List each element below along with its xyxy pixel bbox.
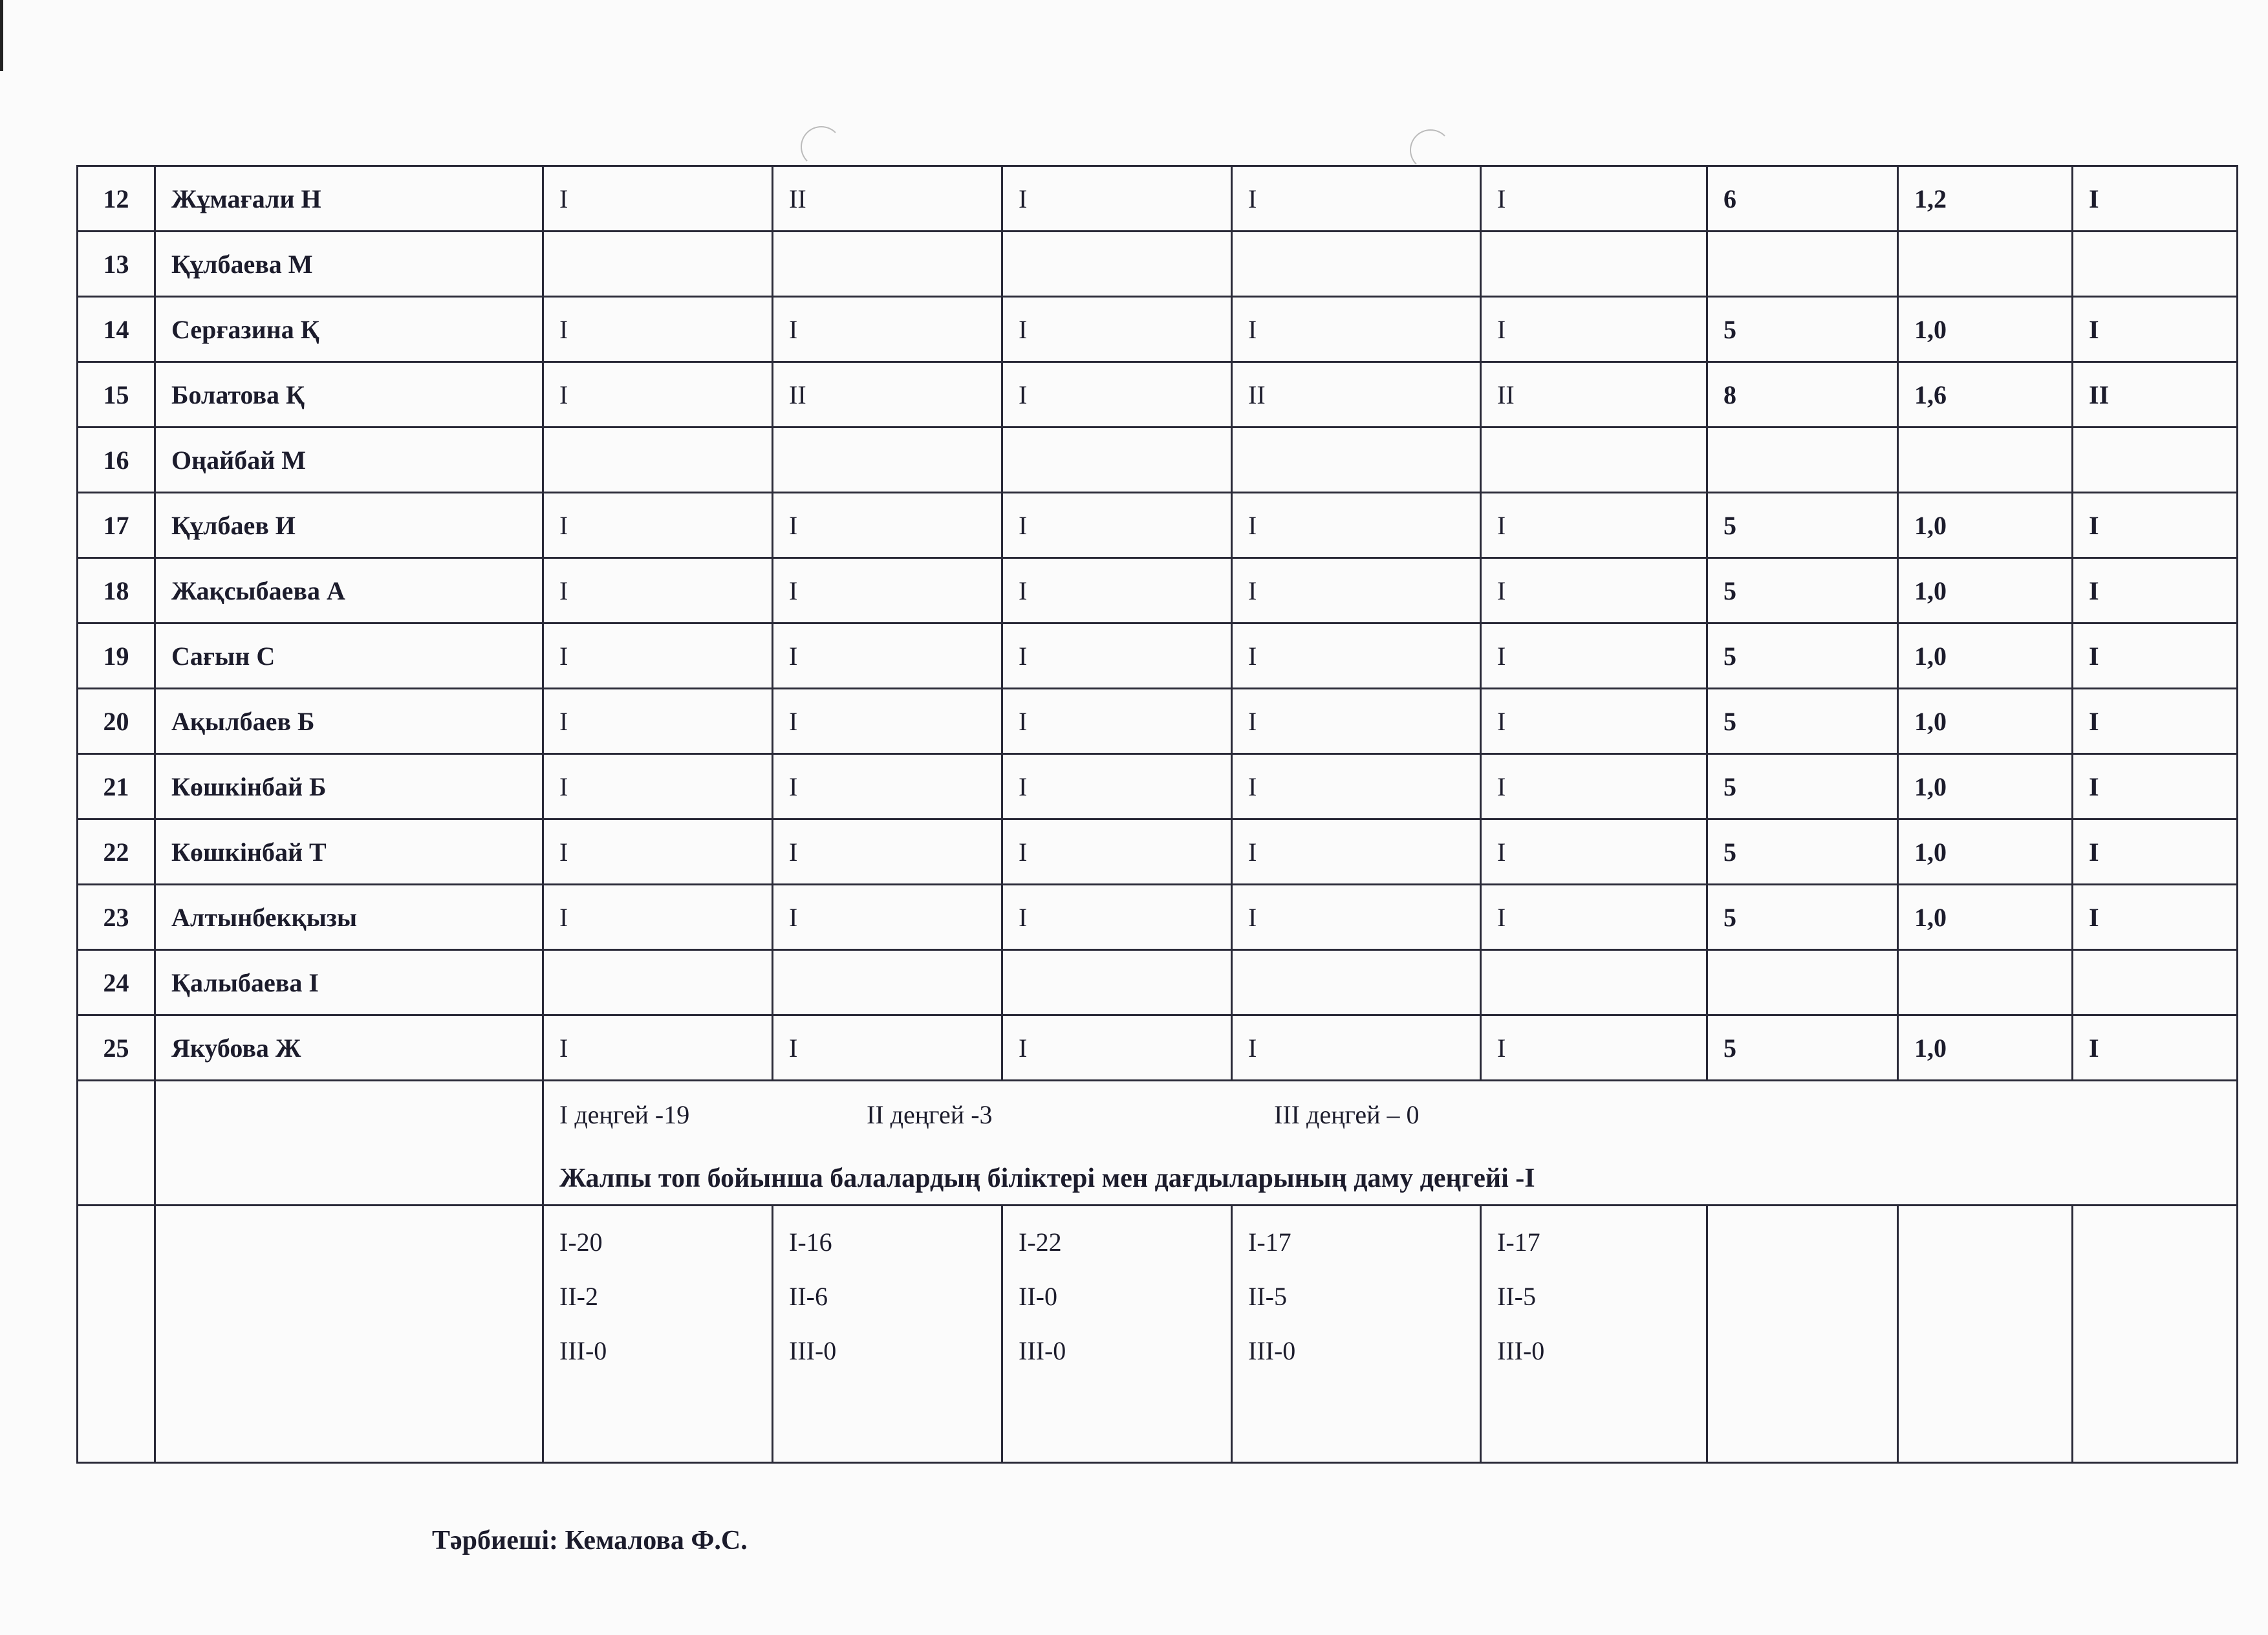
table-row xyxy=(78,950,2238,1015)
row-number: 20 xyxy=(78,689,155,754)
table-row xyxy=(78,1015,2238,1081)
breakdown-cell: I-22 II-0 III-0 xyxy=(1002,1206,1232,1463)
table-row xyxy=(78,493,2238,558)
grade-cell: I xyxy=(1232,819,1481,885)
level-cell: I xyxy=(2073,819,2238,885)
row-number: 16 xyxy=(78,428,155,493)
row-number: 25 xyxy=(78,1015,155,1081)
grade-cell: I xyxy=(1481,1015,1707,1081)
table-row xyxy=(78,232,2238,297)
average-score xyxy=(1898,232,2073,297)
total-score: 5 xyxy=(1707,689,1898,754)
row-number: 17 xyxy=(78,493,155,558)
breakdown-cell: I-17 II-5 III-0 xyxy=(1232,1206,1481,1463)
total-score: 5 xyxy=(1707,754,1898,819)
overall-level-text: Жалпы топ бойынша балалардың біліктері мен дағдыларының даму деңгейі -I xyxy=(559,1164,1535,1193)
grade-cell: I xyxy=(543,166,773,232)
grade-cell: I xyxy=(543,493,773,558)
row-number: 22 xyxy=(78,819,155,885)
total-score xyxy=(1707,428,1898,493)
level-cell: I xyxy=(2073,885,2238,950)
breakdown-row xyxy=(78,1206,2238,1463)
total-score: 8 xyxy=(1707,362,1898,428)
level-cell: I xyxy=(2073,166,2238,232)
total-score: 5 xyxy=(1707,493,1898,558)
grade-cell: I xyxy=(543,689,773,754)
grade-cell: I xyxy=(1232,885,1481,950)
level-3-count: III деңгей – 0 xyxy=(1274,1100,1420,1129)
grade-cell: I xyxy=(1232,166,1481,232)
student-name: Көшкінбай Б xyxy=(155,754,543,819)
student-name: Жақсыбаева А xyxy=(155,558,543,623)
grade-cell: I xyxy=(773,754,1002,819)
row-number: 18 xyxy=(78,558,155,623)
average-score: 1,2 xyxy=(1898,166,2073,232)
table-row xyxy=(78,689,2238,754)
level-2-count: II деңгей -3 xyxy=(867,1100,993,1129)
grade-cell: II xyxy=(773,362,1002,428)
average-score: 1,0 xyxy=(1898,297,2073,362)
grade-cell: I xyxy=(1232,623,1481,689)
student-name: Құлбаев И xyxy=(155,493,543,558)
table-row xyxy=(78,819,2238,885)
grade-cell xyxy=(1232,950,1481,1015)
level-cell: II xyxy=(2073,362,2238,428)
punch-hole-mark xyxy=(801,126,842,168)
grade-cell: I xyxy=(773,297,1002,362)
grade-cell xyxy=(1481,232,1707,297)
row-number: 23 xyxy=(78,885,155,950)
grade-cell xyxy=(1002,232,1232,297)
grade-cell: II xyxy=(773,166,1002,232)
grade-cell: I xyxy=(543,362,773,428)
grade-cell: I xyxy=(773,1015,1002,1081)
grade-cell: I xyxy=(1481,297,1707,362)
grade-cell xyxy=(773,950,1002,1015)
grade-cell: I xyxy=(1002,297,1232,362)
student-name: Ақылбаев Б xyxy=(155,689,543,754)
total-score: 5 xyxy=(1707,819,1898,885)
grade-cell: I xyxy=(773,558,1002,623)
grade-cell: I xyxy=(1232,493,1481,558)
grade-cell: I xyxy=(773,885,1002,950)
scan-edge-mark xyxy=(0,0,3,71)
level-cell: I xyxy=(2073,754,2238,819)
summary-row xyxy=(78,1081,2238,1206)
grade-cell: I xyxy=(773,623,1002,689)
grade-cell: I xyxy=(1002,558,1232,623)
grade-cell: I xyxy=(773,819,1002,885)
level-cell: I xyxy=(2073,623,2238,689)
student-name: Көшкінбай Т xyxy=(155,819,543,885)
grade-cell xyxy=(773,428,1002,493)
grade-cell: I xyxy=(543,297,773,362)
grade-cell: I xyxy=(543,819,773,885)
grade-cell: I xyxy=(1481,493,1707,558)
grade-cell: I xyxy=(1481,885,1707,950)
level-cell xyxy=(2073,232,2238,297)
grade-cell: II xyxy=(1232,362,1481,428)
row-number: 15 xyxy=(78,362,155,428)
grade-cell xyxy=(1002,950,1232,1015)
grade-cell: I xyxy=(1481,623,1707,689)
average-score: 1,0 xyxy=(1898,754,2073,819)
total-score: 5 xyxy=(1707,1015,1898,1081)
grade-cell xyxy=(773,232,1002,297)
student-name: Болатова Қ xyxy=(155,362,543,428)
student-name: Сағын С xyxy=(155,623,543,689)
table-row xyxy=(78,754,2238,819)
grade-cell: I xyxy=(1002,819,1232,885)
grade-cell: I xyxy=(1002,689,1232,754)
breakdown-cell: I-20 II-2 III-0 xyxy=(543,1206,773,1463)
row-number: 24 xyxy=(78,950,155,1015)
grade-cell: I xyxy=(1232,297,1481,362)
table-row xyxy=(78,166,2238,232)
row-number: 21 xyxy=(78,754,155,819)
grade-cell: I xyxy=(1002,166,1232,232)
average-score xyxy=(1898,950,2073,1015)
grade-cell xyxy=(543,232,773,297)
level-cell xyxy=(2073,950,2238,1015)
document-sheet xyxy=(76,165,2236,1562)
grade-cell xyxy=(1232,428,1481,493)
grade-cell: I xyxy=(1481,558,1707,623)
grade-cell: I xyxy=(1002,754,1232,819)
average-score xyxy=(1898,428,2073,493)
average-score: 1,0 xyxy=(1898,558,2073,623)
grade-cell: I xyxy=(773,689,1002,754)
level-cell xyxy=(2073,428,2238,493)
student-name: Якубова Ж xyxy=(155,1015,543,1081)
grade-cell: II xyxy=(1481,362,1707,428)
grade-cell: I xyxy=(1002,493,1232,558)
row-number: 14 xyxy=(78,297,155,362)
total-score: 5 xyxy=(1707,623,1898,689)
grade-cell: I xyxy=(1232,689,1481,754)
summary-cell xyxy=(543,1081,2238,1206)
assessment-table xyxy=(76,165,2238,1464)
row-number: 13 xyxy=(78,232,155,297)
grade-cell: I xyxy=(1232,754,1481,819)
table-row xyxy=(78,362,2238,428)
grade-cell: I xyxy=(543,623,773,689)
grade-cell: I xyxy=(543,754,773,819)
grade-cell xyxy=(1232,232,1481,297)
grade-cell: I xyxy=(1481,819,1707,885)
table-row xyxy=(78,558,2238,623)
grade-cell: I xyxy=(543,1015,773,1081)
level-cell: I xyxy=(2073,297,2238,362)
average-score: 1,0 xyxy=(1898,1015,2073,1081)
average-score: 1,0 xyxy=(1898,819,2073,885)
level-cell: I xyxy=(2073,689,2238,754)
total-score: 5 xyxy=(1707,885,1898,950)
grade-cell xyxy=(543,950,773,1015)
average-score: 1,0 xyxy=(1898,885,2073,950)
grade-cell: I xyxy=(1232,558,1481,623)
grade-cell: I xyxy=(1002,623,1232,689)
breakdown-cell: I-17 II-5 III-0 xyxy=(1481,1206,1707,1463)
student-name: Жұмағали Н xyxy=(155,166,543,232)
row-number: 19 xyxy=(78,623,155,689)
total-score xyxy=(1707,232,1898,297)
grade-cell: I xyxy=(1002,885,1232,950)
average-score: 1,0 xyxy=(1898,493,2073,558)
average-score: 1,0 xyxy=(1898,689,2073,754)
total-score: 6 xyxy=(1707,166,1898,232)
student-name: Алтынбекқызы xyxy=(155,885,543,950)
student-name: Оңайбай М xyxy=(155,428,543,493)
table-row xyxy=(78,885,2238,950)
grade-cell: I xyxy=(1232,1015,1481,1081)
grade-cell: I xyxy=(1481,689,1707,754)
level-cell: I xyxy=(2073,1015,2238,1081)
total-score xyxy=(1707,950,1898,1015)
grade-cell: I xyxy=(543,885,773,950)
student-name: Серғазина Қ xyxy=(155,297,543,362)
student-name: Құлбаева М xyxy=(155,232,543,297)
breakdown-cell: I-16 II-6 III-0 xyxy=(773,1206,1002,1463)
average-score: 1,0 xyxy=(1898,623,2073,689)
grade-cell: I xyxy=(1481,754,1707,819)
grade-cell xyxy=(1002,428,1232,493)
level-cell: I xyxy=(2073,558,2238,623)
average-score: 1,6 xyxy=(1898,362,2073,428)
level-1-count: I деңгей -19 xyxy=(559,1100,690,1129)
grade-cell: I xyxy=(1481,166,1707,232)
grade-cell: I xyxy=(543,558,773,623)
teacher-signature: Тәрбиеші: Кемалова Ф.С. xyxy=(432,1526,748,1555)
grade-cell: I xyxy=(773,493,1002,558)
total-score: 5 xyxy=(1707,297,1898,362)
table-row xyxy=(78,297,2238,362)
grade-cell xyxy=(543,428,773,493)
grade-cell: I xyxy=(1002,362,1232,428)
row-number: 12 xyxy=(78,166,155,232)
total-score: 5 xyxy=(1707,558,1898,623)
table-row xyxy=(78,623,2238,689)
grade-cell xyxy=(1481,950,1707,1015)
student-name: Қалыбаева І xyxy=(155,950,543,1015)
grade-cell xyxy=(1481,428,1707,493)
table-row xyxy=(78,428,2238,493)
grade-cell: I xyxy=(1002,1015,1232,1081)
level-cell: I xyxy=(2073,493,2238,558)
